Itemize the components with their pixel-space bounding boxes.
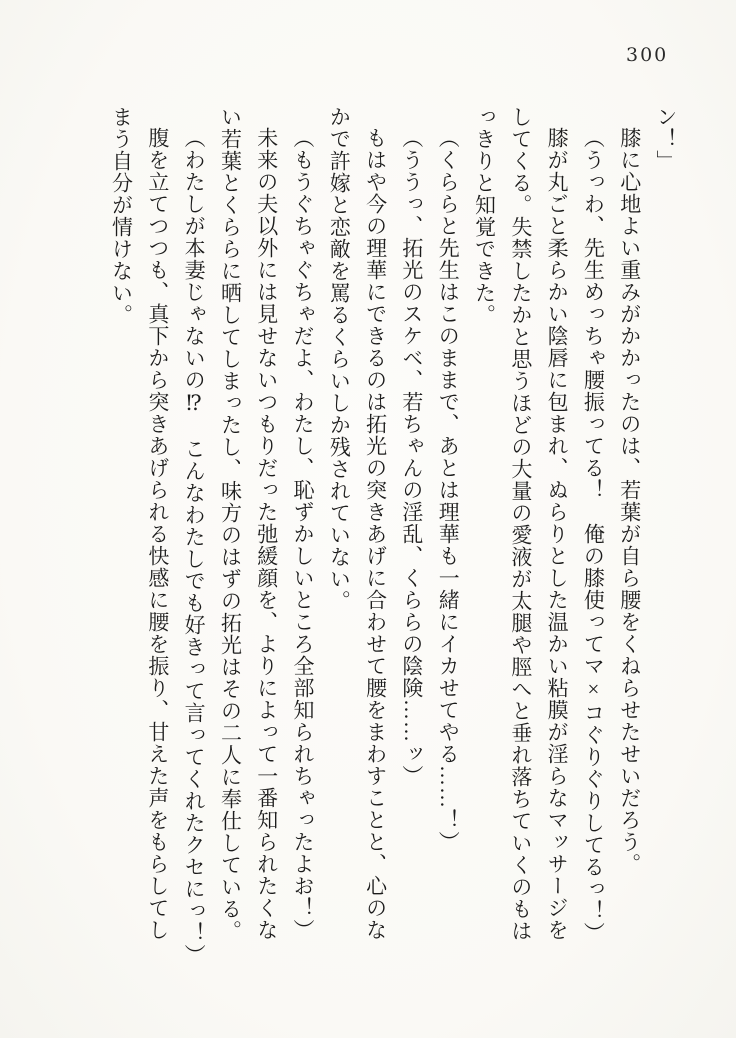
text-column: （くららと先生はこのままで、あとは理華も一緒にイカせてやる……！） [436, 127, 461, 853]
text-column: （もうぐちゃぐちゃだよ、わたし、恥ずかしいところ全部知られちゃったよお！） [291, 127, 316, 941]
text-column: もはや今の理華にできるのは拓光の突きあげに合わせて腰をまわすことと、心のな [363, 127, 388, 941]
text-column: い若葉とくららに晒してしまったし、味方のはずの拓光はその二人に奉仕している。 [218, 106, 243, 942]
vertical-text-block [103, 106, 684, 996]
text-column: 膝が丸ごと柔らかい陰唇に包まれ、ぬらりとした温かい粘膜が淫らなマッサージを [545, 127, 570, 941]
text-column: ン！」 [654, 106, 678, 172]
text-column: （ううっ、拓光のスケベ、若ちゃんの淫乱、くららの陰険……ッ） [399, 127, 424, 787]
text-column: （うっわ、先生めっちゃ腰振ってる！ 俺の膝使ってマ×コぐりぐりしてるっ！） [581, 127, 606, 944]
text-column: 腹を立てつつも、真下から突きあげられる快感に腰を振り、甘えた声をもらしてし [145, 127, 170, 941]
text-column: 膝に心地よい重みがかかったのは、若葉が自ら腰をくねらせたせいだろう。 [617, 127, 642, 875]
text-column: してくる。失禁したかと思うほどの大量の愛液が太腿や脛へと垂れ落ちていくのもは [508, 106, 533, 942]
text-column: 未来の夫以外には見せないつもりだった弛緩顔を、よりによって一番知られたくな [254, 127, 279, 941]
text-column: かで許嫁と恋敵を罵るくらいしか残されていない。 [327, 106, 352, 612]
text-column: っきりと知覚できた。 [472, 106, 497, 326]
page-number: 300 [626, 44, 669, 66]
text-column: （わたしが本妻じゃないの⁉ こんなわたしでも好きって言ってくれたクセにっ！） [182, 127, 207, 966]
text-column: まう自分が情けない。 [109, 106, 134, 326]
